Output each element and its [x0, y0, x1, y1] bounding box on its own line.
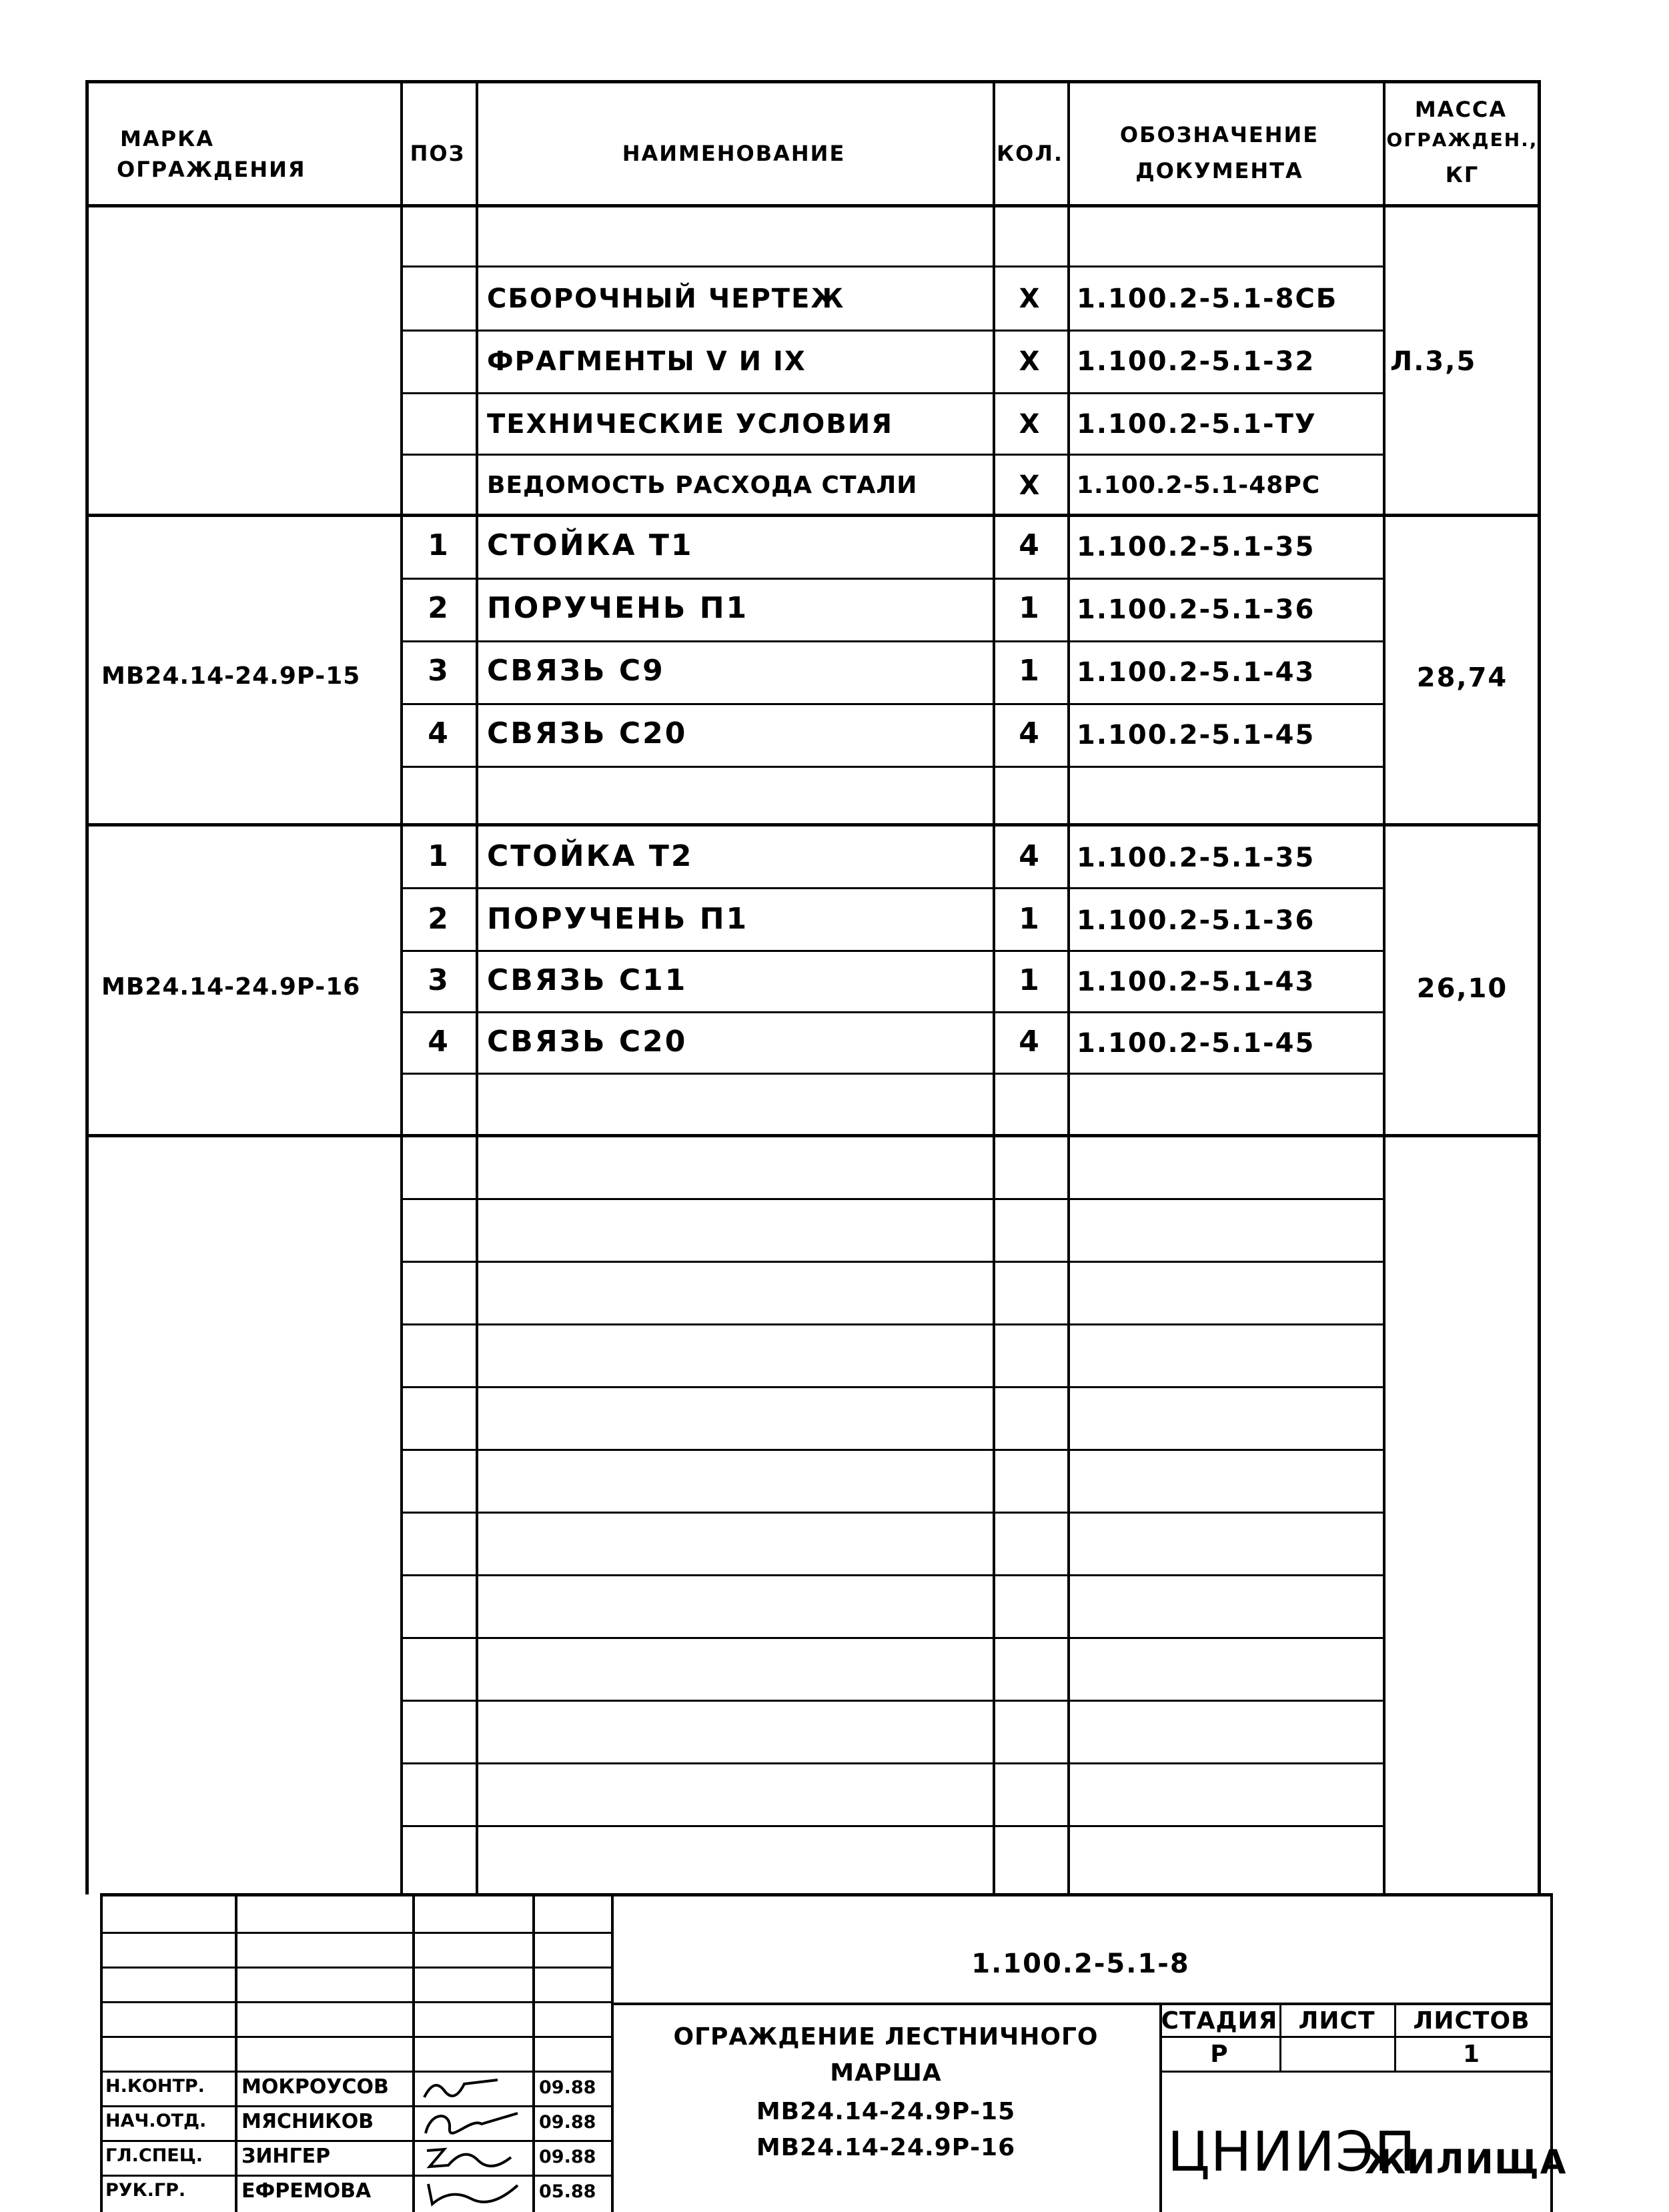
sig-date: 09.88: [539, 2147, 596, 2167]
header-mass-line3: КГ: [1445, 162, 1480, 187]
sig-name: ЕФРЕМОВА: [241, 2179, 372, 2203]
doc-row-name: ФРАГМЕНТЫ V И IX: [487, 346, 806, 377]
doc-row-qty: Х: [1019, 284, 1041, 314]
header-bottom: [85, 204, 1541, 207]
row-doc: 1.100.2-5.1-43: [1077, 657, 1315, 688]
row-name: СВЯЗЬ С9: [487, 654, 665, 688]
row-qty: 1: [1019, 654, 1041, 688]
row-line: [400, 703, 1385, 705]
row-qty: 4: [1019, 528, 1041, 562]
signature-scribble: [418, 2175, 531, 2209]
header-mass-line2: ОГРАЖДЕН.,: [1386, 129, 1538, 151]
header-qty: КОЛ.: [996, 141, 1064, 166]
row-doc: 1.100.2-5.1-45: [1077, 720, 1315, 750]
header-name: НАИМЕНОВАНИЕ: [622, 141, 846, 166]
signature-scribble: [418, 2105, 531, 2140]
group1-mark: МВ24.14-24.9Р-15: [101, 662, 361, 690]
row-line: [400, 1323, 1385, 1325]
sheet-label: ЛИСТ: [1298, 2007, 1375, 2035]
doc-row-name: ТЕХНИЧЕСКИЕ УСЛОВИЯ: [487, 409, 894, 440]
row-name: СВЯЗЬ С20: [487, 716, 688, 750]
row-doc: 1.100.2-5.1-43: [1077, 967, 1315, 997]
row-name: СВЯЗЬ С11: [487, 963, 688, 997]
title-line1: ОГРАЖДЕНИЕ ЛЕСТНИЧНОГО: [673, 2023, 1099, 2051]
row-qty: 4: [1019, 1025, 1041, 1059]
row-line: [400, 766, 1385, 768]
sig-role: НАЧ.ОТД.: [105, 2111, 207, 2131]
sig-role: Н.КОНТР.: [105, 2076, 205, 2097]
title-line4: МВ24.14-24.9Р-16: [756, 2134, 1016, 2161]
stamp-left: [100, 1893, 103, 2212]
header-pos: ПОЗ: [410, 141, 466, 166]
row-doc: 1.100.2-5.1-36: [1077, 594, 1315, 625]
stamp-col: [235, 1893, 237, 2212]
header-mark-line2: ОГРАЖДЕНИЯ: [117, 157, 306, 182]
row-doc: 1.100.2-5.1-35: [1077, 843, 1315, 873]
row-qty: 4: [1019, 839, 1041, 873]
row-line: [400, 1011, 1385, 1013]
row-pos: 4: [428, 716, 450, 750]
sig-name: МОКРОУСОВ: [241, 2075, 389, 2099]
signature-scribble: [418, 2071, 531, 2105]
title-line3: МВ24.14-24.9Р-15: [756, 2098, 1016, 2125]
row-line: [400, 1073, 1385, 1075]
doc-row-doc: 1.100.2-5.1-8СБ: [1077, 284, 1338, 314]
col-sep-2: [476, 80, 478, 1894]
stage-label: СТАДИЯ: [1161, 2007, 1278, 2035]
row-name: СТОЙКА Т1: [487, 528, 694, 562]
stamp-row: [100, 2175, 614, 2177]
sig-name: МЯСНИКОВ: [241, 2110, 374, 2133]
sheets-value: 1: [1462, 2041, 1481, 2068]
frame-right: [1538, 80, 1541, 1894]
sig-date: 09.88: [539, 2112, 596, 2133]
stamp-col: [412, 1893, 415, 2212]
row-qty: 1: [1019, 902, 1041, 936]
sig-date: 05.88: [539, 2181, 596, 2202]
stamp-top: [100, 1893, 1553, 1896]
title-line2: МАРША: [830, 2059, 942, 2087]
row-line: [400, 950, 1385, 952]
sig-role: РУК.ГР.: [105, 2180, 186, 2201]
row-line: [400, 1261, 1385, 1263]
doc-row-qty: Х: [1019, 470, 1041, 501]
sig-date: 09.88: [539, 2077, 596, 2098]
frame-left: [85, 80, 89, 1894]
group2-mass: 26,10: [1416, 973, 1508, 1004]
stamp-col: [611, 1893, 614, 2212]
sig-name: ЗИНГЕР: [241, 2145, 331, 2168]
row-pos: 3: [428, 963, 450, 997]
doc-row-name: СБОРОЧНЫЙ ЧЕРТЕЖ: [487, 284, 845, 314]
group-sep-1: [85, 514, 1541, 517]
row-line: [400, 1637, 1385, 1639]
row-line: [400, 578, 1385, 580]
stamp-row: [100, 2140, 614, 2142]
row-line: [400, 887, 1385, 889]
frame-top: [85, 80, 1541, 83]
row-name: СТОЙКА Т2: [487, 839, 694, 873]
row-line: [400, 454, 1385, 456]
row-doc: 1.100.2-5.1-36: [1077, 905, 1315, 936]
row-line: [400, 392, 1385, 394]
row-qty: 1: [1019, 591, 1041, 625]
header-mass-line1: МАССА: [1414, 97, 1508, 122]
signature-scribble: [418, 2140, 531, 2175]
header-mark-line1: МАРКА: [120, 126, 214, 151]
stamp-info-col: [1279, 2003, 1281, 2072]
col-sep-3: [993, 80, 995, 1894]
header-doc-line2: ДОКУМЕНТА: [1135, 158, 1303, 183]
col-sep-5: [1383, 80, 1385, 1894]
stamp-info-col: [1394, 2003, 1396, 2072]
group1-mass: 28,74: [1416, 662, 1508, 693]
row-doc: 1.100.2-5.1-45: [1077, 1028, 1315, 1059]
doc-row-doc: 1.100.2-5.1-32: [1077, 346, 1315, 377]
stamp-row: [100, 1932, 614, 1934]
doc-row-name: ВЕДОМОСТЬ РАСХОДА СТАЛИ: [487, 472, 918, 499]
row-pos: 3: [428, 654, 450, 688]
doc-row-doc: 1.100.2-5.1-48РС: [1077, 472, 1321, 499]
col-sep-4: [1067, 80, 1070, 1894]
row-pos: 2: [428, 902, 450, 936]
stamp-row: [100, 2001, 614, 2003]
org-name: ЦНИИЭП: [1167, 2121, 1416, 2184]
row-line: [400, 1512, 1385, 1514]
stamp-info-row: [1159, 2036, 1553, 2038]
document-code: 1.100.2-5.1-8: [971, 1949, 1190, 1979]
group2-mark: МВ24.14-24.9Р-16: [101, 973, 361, 1001]
stamp-info-row: [1159, 2071, 1553, 2073]
col-sep-1: [400, 80, 403, 1894]
row-pos: 4: [428, 1025, 450, 1059]
row-line: [400, 1198, 1385, 1200]
row-pos: 1: [428, 839, 450, 873]
row-line: [400, 1700, 1385, 1702]
docs-group-mass: Л.3,5: [1390, 346, 1477, 377]
row-line: [400, 1386, 1385, 1388]
row-line: [400, 265, 1385, 267]
stamp-col: [532, 1893, 535, 2212]
stamp-row: [100, 2036, 614, 2038]
row-line: [400, 1574, 1385, 1576]
row-qty: 1: [1019, 963, 1041, 997]
stamp-row: [100, 2105, 614, 2107]
sheets-label: ЛИСТОВ: [1413, 2007, 1530, 2035]
row-line: [400, 330, 1385, 332]
org-suffix: ЖИЛИЩА: [1365, 2143, 1568, 2181]
doc-row-doc: 1.100.2-5.1-ТУ: [1077, 409, 1317, 440]
doc-row-qty: Х: [1019, 346, 1041, 377]
sig-role: ГЛ.СПЕЦ.: [105, 2145, 203, 2166]
row-doc: 1.100.2-5.1-35: [1077, 532, 1315, 562]
row-pos: 1: [428, 528, 450, 562]
doc-row-qty: Х: [1019, 409, 1041, 440]
stamp-row: [100, 1967, 614, 1969]
row-name: СВЯЗЬ С20: [487, 1025, 688, 1059]
row-line: [400, 640, 1385, 642]
group-sep-3: [85, 1134, 1541, 1137]
stage-value: Р: [1210, 2041, 1229, 2068]
group-sep-2: [85, 823, 1541, 826]
row-line: [400, 1449, 1385, 1451]
row-name: ПОРУЧЕНЬ П1: [487, 591, 749, 625]
row-line: [400, 1825, 1385, 1827]
row-pos: 2: [428, 591, 450, 625]
stamp-code-bottom: [611, 2003, 1553, 2005]
header-doc-line1: ОБОЗНАЧЕНИЕ: [1119, 122, 1319, 147]
row-qty: 4: [1019, 716, 1041, 750]
row-line: [400, 1762, 1385, 1764]
stamp-row: [100, 2071, 614, 2073]
row-name: ПОРУЧЕНЬ П1: [487, 902, 749, 936]
